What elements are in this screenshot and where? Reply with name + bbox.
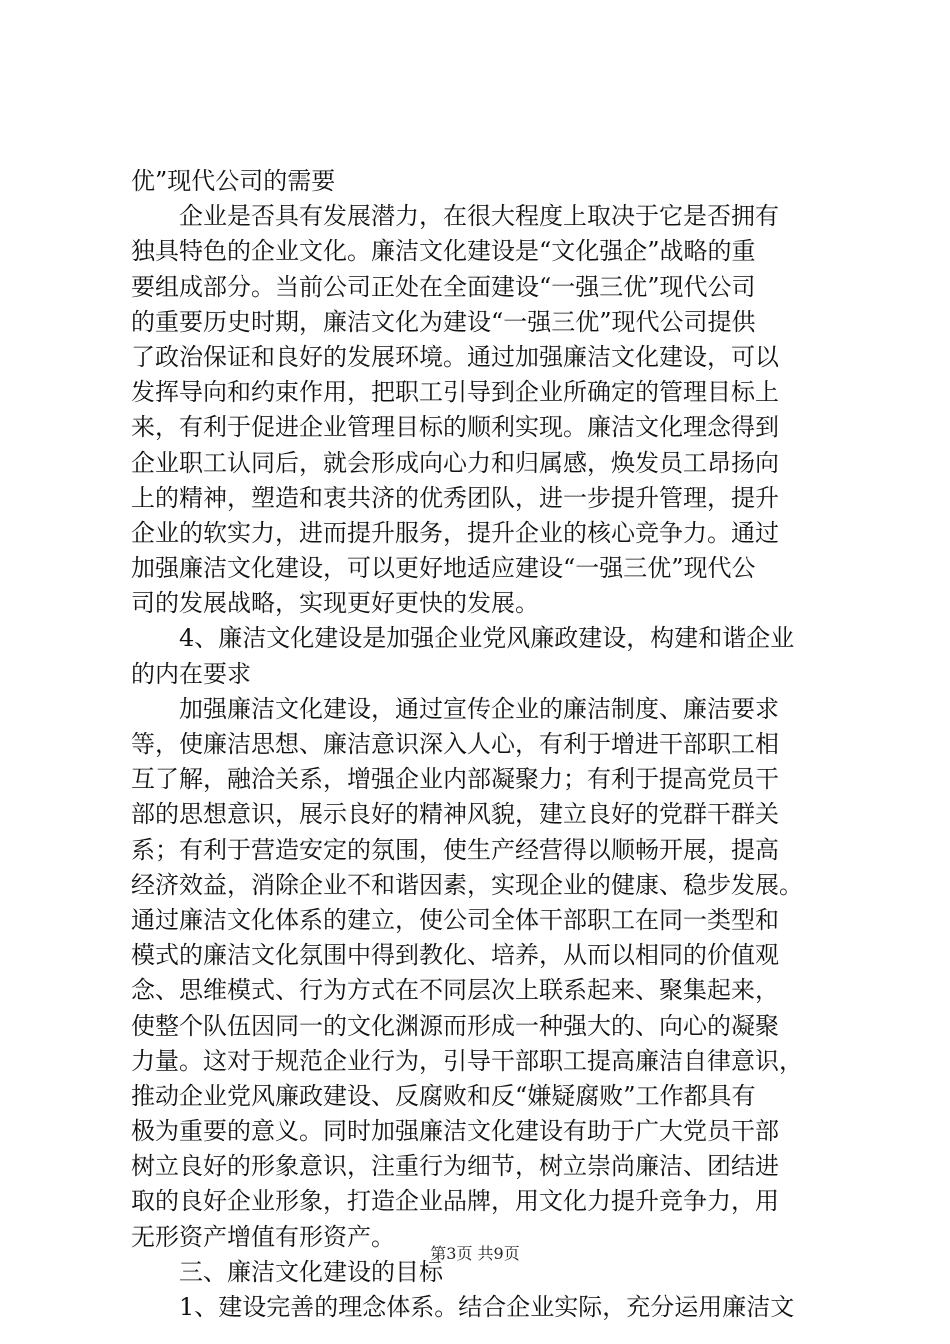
text-line: 加强廉洁文化建设，可以更好地适应建设“一强三优”现代公 <box>131 554 756 583</box>
text-line: 司的发展战略，实现更好更快的发展。 <box>131 589 539 618</box>
text-line: 4、廉洁文化建设是加强企业党风廉政建设，构建和谐企业 <box>131 624 795 653</box>
text-line: 经济效益，消除企业不和谐因素，实现企业的健康、稳步发展。 <box>131 870 803 899</box>
text-line: 加强廉洁文化建设，通过宣传企业的廉洁制度、廉洁要求 <box>131 694 779 723</box>
text-line: 部的思想意识，展示良好的精神风貌，建立良好的党群干群关 <box>131 800 779 829</box>
text-line: 优”现代公司的需要 <box>131 167 336 195</box>
text-line: 等，使廉洁思想、廉洁意识深入人心，有利于增进干部职工相 <box>131 730 779 758</box>
text-line: 要组成部分。当前公司正处在全面建设“一强三优”现代公司 <box>131 272 756 301</box>
text-line: 模式的廉洁文化氛围中得到教化、培养，从而以相同的价值观 <box>131 941 779 970</box>
text-line: 独具特色的企业文化。廉洁文化建设是“文化强企”战略的重 <box>131 237 756 266</box>
text-line: 的重要历史时期，廉洁文化为建设“一强三优”现代公司提供 <box>131 307 756 336</box>
page-footer: 第3页 共9页 <box>430 1244 520 1263</box>
text-line: 来，有利于促进企业管理目标的顺利实现。廉洁文化理念得到 <box>131 413 779 442</box>
text-line: 互了解，融洽关系，增强企业内部凝聚力；有利于提高党员干 <box>131 765 779 794</box>
text-line: 企业职工认同后，就会形成向心力和归属感，焕发员工昂扬向 <box>131 448 779 477</box>
text-line: 推动企业党风廉政建设、反腐败和反“嫌疑腐败”工作都具有 <box>131 1081 756 1110</box>
text-line: 念、思维模式、行为方式在不同层次上联系起来、聚集起来， <box>131 976 779 1005</box>
text-line: 使整个队伍因同一的文化渊源而形成一种强大的、向心的凝聚 <box>131 1011 779 1040</box>
text-line: 发挥导向和约束作用，把职工引导到企业所确定的管理目标上 <box>131 378 779 407</box>
text-line: 力量。这对于规范企业行为，引导干部职工提高廉洁自律意识， <box>131 1046 803 1075</box>
document-body <box>131 164 831 1325</box>
text-line: 1、建设完善的理念体系。结合企业实际，充分运用廉洁文 <box>131 1293 795 1321</box>
text-line: 无形资产增值有形资产。 <box>131 1222 395 1251</box>
text-line: 系；有利于营造安定的氛围，使生产经营得以顺畅开展，提高 <box>131 835 779 864</box>
text-line: 取的良好企业形象，打造企业品牌，用文化力提升竞争力，用 <box>131 1187 779 1216</box>
text-line: 了政治保证和良好的发展环境。通过加强廉洁文化建设，可以 <box>131 342 779 371</box>
text-line: 企业的软实力，进而提升服务，提升企业的核心竞争力。通过 <box>131 518 779 547</box>
text-line: 三、廉洁文化建设的目标 <box>131 1257 443 1286</box>
text-line: 树立良好的形象意识，注重行为细节，树立崇尚廉洁、团结进 <box>131 1152 779 1181</box>
text-line: 上的精神，塑造和衷共济的优秀团队，进一步提升管理，提升 <box>131 483 779 512</box>
text-line: 极为重要的意义。同时加强廉洁文化建设有助于广大党员干部 <box>131 1117 779 1146</box>
text-line: 的内在要求 <box>131 659 251 688</box>
text-line: 通过廉洁文化体系的建立，使公司全体干部职工在同一类型和 <box>131 905 779 934</box>
text-line: 企业是否具有发展潜力，在很大程度上取决于它是否拥有 <box>131 202 779 231</box>
